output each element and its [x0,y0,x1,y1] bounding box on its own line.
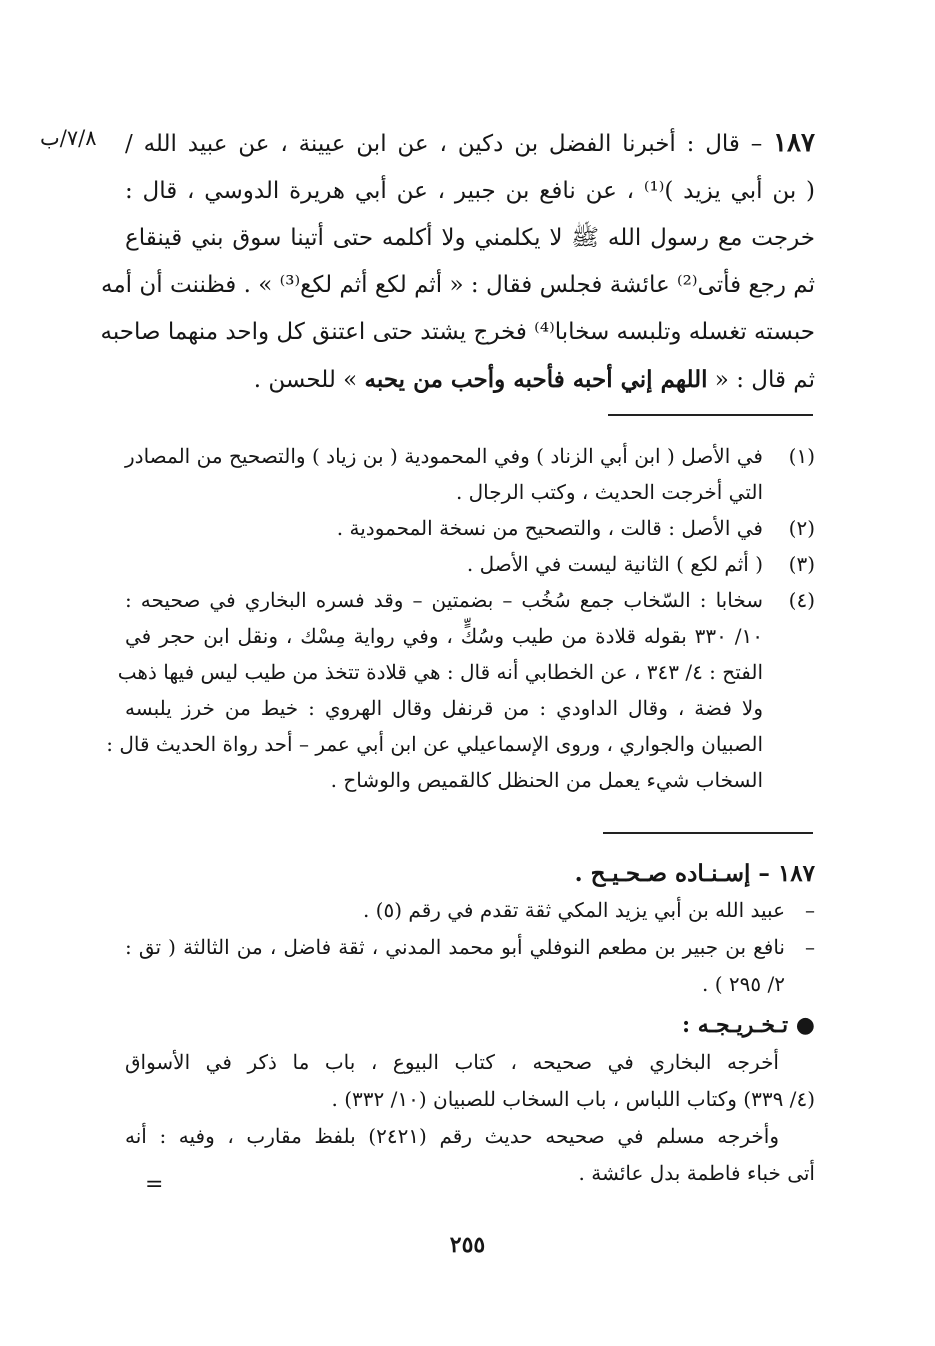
manuscript-folio-reference: ٧/٨/ب [40,126,97,150]
takhrij-paragraph [125,1118,815,1155]
isnad-heading: ١٨٧ – إسـنـاده صـحـيـح . [574,860,815,887]
footnote-3 [125,546,815,582]
footnote-line: الصبيان والجواري ، وروى الإسماعيلي عن ابن أبي عمر – أحد رواة الحديث قال : [106,732,763,756]
narrator-line: ٢/ ٢٩٥ ) . [702,972,785,996]
narrator-item [125,892,815,929]
narrator-line: نافع بن جبير بن مطعم النوفلي أبو محمد المدني ، ثقة فاضل ، من الثالثة ( تق : [125,935,785,959]
takhrij-line: (٤/ ٣٣٩) وكتاب اللباس ، باب السخاب للصبيان (١٠/ ٣٣٢) . [331,1087,815,1111]
hadith-line-5: حبسته تغسله وتلبسه سخابا⁽⁴⁾ فخرج يشتد حتى اعتنق كل واحد منهما صاحبه [100,319,815,345]
footnote-line: التي أخرجت الحديث ، وكتب الرجال . [455,480,763,504]
hadith-prophetic-quote: اللهم إني أحبه فأحبه وأحب من يحبه [364,366,708,393]
footnote-number: (١) [788,444,815,468]
hadith-line-2: ( بن أبي يزيد )⁽¹⁾ ، عن نافع بن جبير ، عن أبي هريرة الدوسي ، قال : [125,178,815,204]
takhrij-paragraph [125,1044,815,1081]
footnote-number: (٤) [788,588,815,612]
footnote-line: في الأصل : قالت ، والتصحيح من نسخة المحمودية . [336,516,763,540]
hadith-number: ١٨٧ [773,128,815,158]
footnote-line: سخابا : السّخاب جمع سُخُب – بضمتين – وقد فسره البخاري في صحيحه : [125,588,763,612]
takhrij-body [125,1044,815,1192]
dash-bullet: – [805,898,815,922]
footnote-2 [125,510,815,546]
takhrij-line: وأخرجه مسلم في صحيحه حديث رقم (٢٤٢١) بلفظ مقارب ، وفيه : أنه [125,1124,779,1148]
footnote-separator [608,414,813,416]
hadith-line-3: خرجت مع رسول الله ﷺ لا يكلمني ولا أكلمه حتى أتينا سوق بني قينقاع [125,225,815,251]
takhrij-line: أخرجه البخاري في صحيحه ، كتاب البيوع ، باب ما ذكر في الأسواق [125,1050,779,1074]
narrator-line: عبيد الله بن أبي يزيد المكي ثقة تقدم في رقم (٥) . [362,898,785,922]
takhrij-heading: ● تـخـريـجـه : [682,1012,815,1038]
isnad-study [125,855,815,1192]
hadith-line-4: ثم رجع فأتى⁽²⁾ عائشة فجلس فقال : « أثم لكع أثم لكع⁽³⁾ » . فظننت أن أمه [101,272,815,298]
footnote-4 [106,582,815,798]
dash-bullet: – [805,935,815,959]
hadith-text [100,120,815,404]
footnote-1 [125,438,815,510]
footnote-line: الفتح : ٤/ ٣٤٣ ، عن الخطابي أنه قال : هي قلادة تتخذ من طيب ليس فيها ذهب [117,660,763,684]
page-number: ٢٥٥ [449,1232,486,1258]
footnote-number: (٢) [788,516,815,540]
footnote-line: ( أثم لكع ) الثانية ليست في الأصل . [466,552,763,576]
hadith-line-1: ١٨٧ – قال : أخبرنا الفضل بن دكين ، عن ابن عيينة ، عن عبيد الله / [125,128,815,158]
narrator-item [125,929,815,1003]
footnotes [106,438,815,798]
takhrij-line: أتى خباء فاطمة بدل عائشة . [578,1161,815,1185]
footnote-number: (٣) [788,552,815,576]
hadith-line-6: ثم قال : « اللهم إني أحبه فأحبه وأحب من يحبه » للحسن . [253,366,815,393]
footnote-line: ١٠/ ٣٣٠ بقوله قلادة من طيب وسُكٍّ ، وفي رواية مِسْك ، ونقل ابن حجر في [125,624,763,648]
footnote-line: في الأصل ( ابن أبي الزناد ) وفي المحمودية ( بن زياد ) والتصحيح من المصادر [125,444,763,468]
footnote-line: ولا فضة ، وقال الداودي : من قرنفل وقال الهروي : خيط من خرز يلبسه [125,696,763,720]
continuation-mark: = [145,1172,164,1197]
study-separator [603,832,813,834]
footnote-line: السخاب شيء يعمل من الحنظل كالقميص والوشاح . [330,768,763,792]
